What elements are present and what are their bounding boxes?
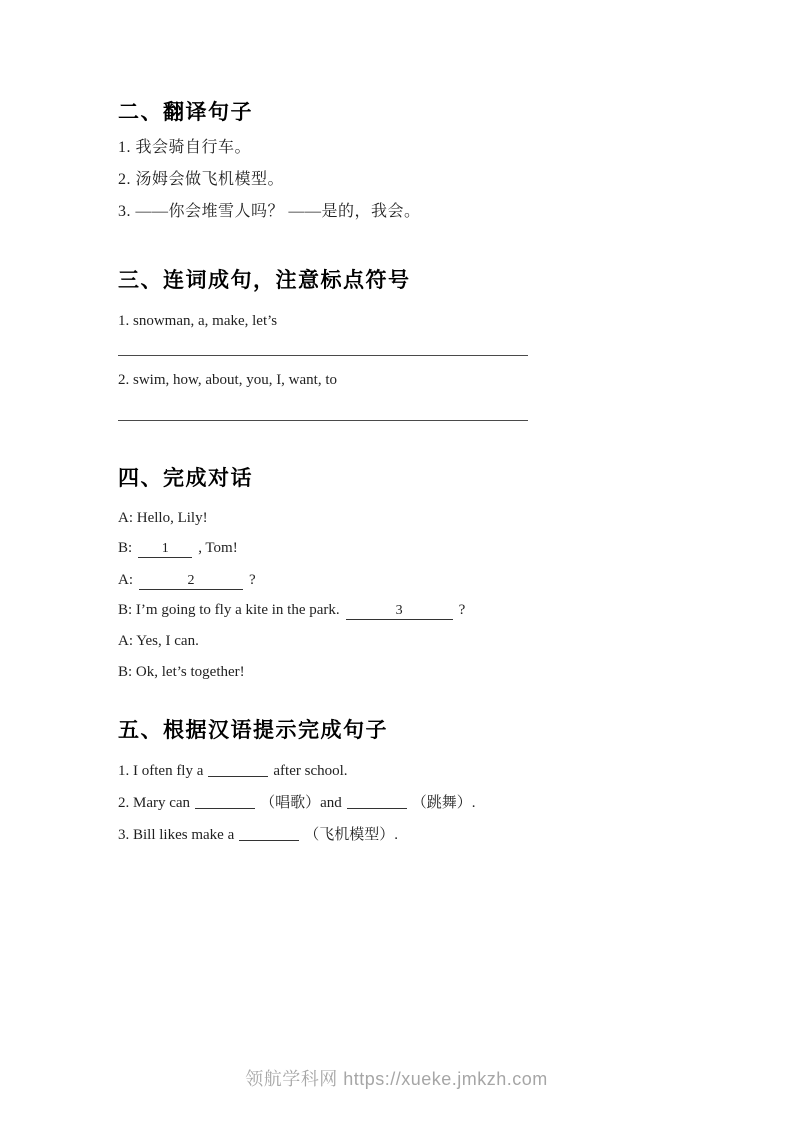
complete-sentence-item-1 bbox=[118, 761, 348, 781]
complete-1-post: after school. bbox=[273, 763, 348, 779]
fill-blank-word-3 bbox=[239, 838, 299, 841]
complete-2-pre: 2. Mary can bbox=[118, 795, 191, 811]
complete-3-pre: 3. Bill likes make a bbox=[118, 827, 235, 843]
dialogue-line-4-post: ? bbox=[458, 602, 466, 618]
fill-blank-word-2b bbox=[347, 806, 407, 809]
section-make-sentences-title: 三、连词成句，注意标点符号 bbox=[118, 269, 411, 292]
make-sentences-item-1: 1. snowman, a, make, let’s bbox=[118, 313, 278, 329]
dialogue-line-4 bbox=[118, 600, 465, 620]
dialogue-line-2-post: , Tom! bbox=[198, 540, 238, 556]
section-translate-title: 二、翻译句子 bbox=[118, 101, 253, 124]
dialogue-line-2 bbox=[118, 538, 238, 558]
translate-item-2: 2. 汤姆会做飞机模型。 bbox=[118, 171, 285, 188]
complete-sentence-item-3 bbox=[118, 825, 398, 845]
fill-blank-word-1 bbox=[208, 774, 268, 777]
section-dialogue-title: 四、完成对话 bbox=[118, 467, 253, 490]
translate-item-3: 3. ——你会堆雪人吗？ ——是的，我会。 bbox=[118, 203, 421, 220]
fill-blank-word-2a bbox=[195, 806, 255, 809]
section-complete-sentences-title: 五、根据汉语提示完成句子 bbox=[118, 719, 388, 742]
dialogue-line-1: A: Hello, Lily! bbox=[118, 510, 208, 526]
dialogue-line-3-post: ? bbox=[249, 572, 256, 588]
dialogue-line-3 bbox=[118, 570, 256, 590]
complete-2-post: （跳舞）. bbox=[411, 795, 476, 811]
complete-1-pre: 1. I often fly a bbox=[118, 763, 204, 779]
dialogue-line-4-pre: B: I’m going to fly a kite in the park. bbox=[118, 602, 340, 618]
fill-blank-3: 3 bbox=[346, 602, 453, 620]
translate-item-1: 1. 我会骑自行车。 bbox=[118, 139, 252, 156]
dialogue-line-6: B: Ok, let’s together! bbox=[118, 664, 245, 680]
dialogue-line-3-pre: A: bbox=[118, 572, 133, 588]
answer-write-line-2 bbox=[118, 420, 528, 421]
complete-3-post: （飞机模型）. bbox=[304, 827, 398, 843]
complete-sentence-item-2 bbox=[118, 793, 476, 813]
make-sentences-item-2: 2. swim, how, about, you, I, want, to bbox=[118, 372, 338, 388]
answer-write-line-1 bbox=[118, 355, 528, 356]
dialogue-line-2-pre: B: bbox=[118, 540, 133, 556]
footer-watermark: 领航学科网 https://xueke.jmkzh.com bbox=[245, 1069, 548, 1089]
complete-2-mid: （唱歌）and bbox=[260, 795, 342, 811]
fill-blank-2: 2 bbox=[139, 572, 243, 590]
fill-blank-1: 1 bbox=[138, 540, 192, 558]
dialogue-line-5: A: Yes, I can. bbox=[118, 633, 199, 649]
